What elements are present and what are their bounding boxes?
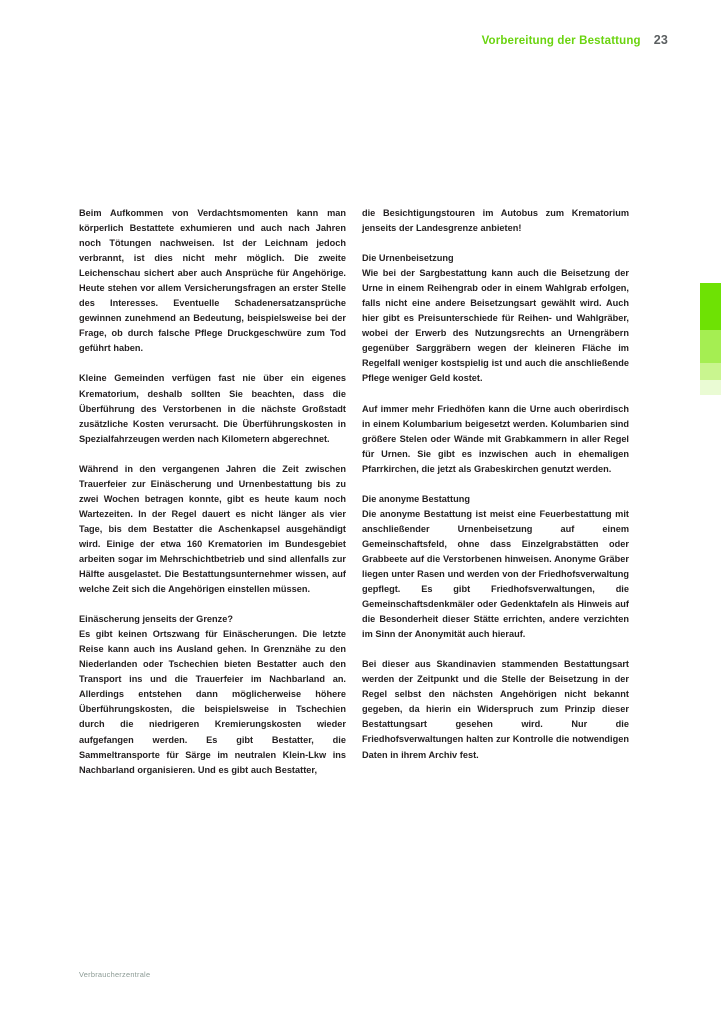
paragraph-left-4: Es gibt keinen Ortszwang für Einäscherungen. Die letzte Reise kann auch ins Ausland gehen. In Grenznähe zu den Niederlanden oder Tschechien bieten Bestatter auch den Transport ins und die Trauerfeier im Nachbarland an. Allerdings entstehen dann möglicherweise höhere Überführungskosten, die beispielsweise in Tschechien durch die niedrigeren Kremierungskosten wieder aufgefangen werden. Es gibt Bestatter, die Sammeltransporte für Särge im neutralen Klein-Lkw ins Nachbarland organisieren. Und es gibt auch Bestatter,: [79, 629, 346, 775]
edge-tab-1: [700, 283, 721, 330]
paragraph-left-2-text-a: Kleine Gemeinden verfügen fast nie über ein eigenes Krematorium, deshalb sollten Sie beachten, dass die Überführung des Verstorbenen in die nächste Großstadt zusätzliche Kosten verursacht. Die: [79, 373, 346, 429]
footer-publisher: Verbraucherzentrale: [79, 970, 151, 979]
paragraph-right-5: Bei dieser aus Skandinavien stammenden Bestattungsart werden der Zeitpunkt und die Stelle der Beisetzung in der Regel selbst den nächsten Angehörigen nicht bekannt gegeben, da hierin ein Widerspruch zum Prinzip dieser Bestattungsart gesehen wird. Nur die Friedhofsverwaltungen halten zur Kontrolle die notwendigen Daten in ihrem Archiv fest.: [362, 659, 629, 760]
section-anonyme-bestattung: [362, 492, 629, 642]
edge-tab-2: [700, 330, 721, 363]
paragraph-left-1: Beim Aufkommen von Verdachtsmomenten kann man körperlich Bestattete exhumieren und auch nach Jahren noch Tötungen nachweisen. Ist der Leichnam jedoch verbrannt, ist dies nicht mehr möglich. Die zweite Leichenschau sichert aber auch Ansprüche für Angehörige. Heute stehen vor allem Versicherungsfragen an erster Stelle des Interesses. Eventuelle Schadenersatzansprüche gewinnen zunehmend an Bedeutung, beispielsweise bei der Frage, ob durch falsche Pflege Druckgeschwüre zum Tod geführt haben.: [79, 208, 346, 354]
paragraph-left-3: Während in den vergangenen Jahren die Zeit zwischen Trauerfeier zur Einäscherung und Urnenbestattung bis zu zwei Wochen betragen konnte, gibt es heute kaum noch Wartezeiten. In der Regel dauert es nicht länger als vier Tage, bis dem Bestatter die Aschenkapsel ausgehändigt wird. Einige der etwa 160 Krematorien im Bundesgebiet arbeiten sogar im Mehrschichtbetrieb und sind allenfalls zur Hälfte ausgelastet. Die Bestattungsunternehmer wissen, auf welche Zeit sich die Angehörigen einstellen müssen.: [79, 463, 346, 595]
subheading-die-anonyme-bestattung: Die anonyme Bestattung: [362, 493, 470, 504]
edge-tab-3: [700, 363, 721, 380]
edge-tab-strip: [700, 283, 721, 395]
section-einaescherung: [79, 612, 346, 778]
right-column: [362, 206, 629, 793]
running-header: [482, 33, 668, 47]
edge-tab-4: [700, 380, 721, 395]
paragraph-left-2: [79, 371, 346, 446]
paragraph-right-2: Wie bei der Sargbestattung kann auch die Beisetzung der Urne in einem Reihengrab oder in einem Wahlgrab erfolgen, falls nicht eine andere Beisetzungsart gewählt wird. Auch hier gibt es Preisunterschiede für Reihen- und Wahlgräber, wobei der Erwerb des Nutzungsrechts an Urnengräbern gegenüber Sarggräbern wegen der kleineren Fläche im Regelfall weniger kostspielig ist und auch die anschließende Pflege weniger Geld kostet.: [362, 268, 629, 384]
paragraph-left-2-text-b: in Spezialfahrzeugen werden nach Kilometern abgerechnet.: [79, 418, 346, 444]
paragraph-right-3: Auf immer mehr Friedhöfen kann die Urne auch oberirdisch in einem Kolumbarium beigesetzt werden. Kolumbarien sind größere Stelen oder Wände mit Grabkammern in aller Regel für Urnen. Sie gibt es inzwischen auch in ehemaligen Pfarrkirchen, die jetzt als Grabeskirchen genutzt werden.: [362, 403, 629, 474]
term-ueberfuehrungskosten: Überführungskosten: [242, 418, 334, 429]
paragraph-right-1: die Besichtigungstouren im Autobus zum Krematorium jenseits der Landesgrenze anbieten!: [362, 208, 629, 234]
chapter-title: Vorbereitung der Bestattung: [481, 35, 641, 47]
subheading-einaescherung-jenseits-der-grenze: Einäscherung jenseits der Grenze?: [79, 614, 234, 625]
subheading-die-urnenbeisetzung: Die Urnenbeisetzung: [362, 253, 454, 264]
left-column: [79, 206, 346, 793]
paragraph-right-4: Die anonyme Bestattung ist meist eine Feuerbestattung mit anschließender Urnenbeisetzung auf einem Gemeinschaftsfeld, ohne dass Einzelgrabstätten oder Grabbeete auf die Verstorbenen hinweisen. Anonyme Gräber liegen unter Rasen und werden von der Friedhofsverwaltung gepflegt. Es gibt Friedhofsverwaltungen, die Gemeinschaftsdenkmäler oder Gedenktafeln als Hinweis auf die Besonderheit dieser Stätte errichten, andere verzichten im Sinn der Anonymität auch hierauf.: [362, 508, 629, 640]
section-urnenbeisetzung: [362, 251, 629, 386]
body-columns: [79, 206, 630, 793]
page-number: 23: [653, 33, 668, 47]
